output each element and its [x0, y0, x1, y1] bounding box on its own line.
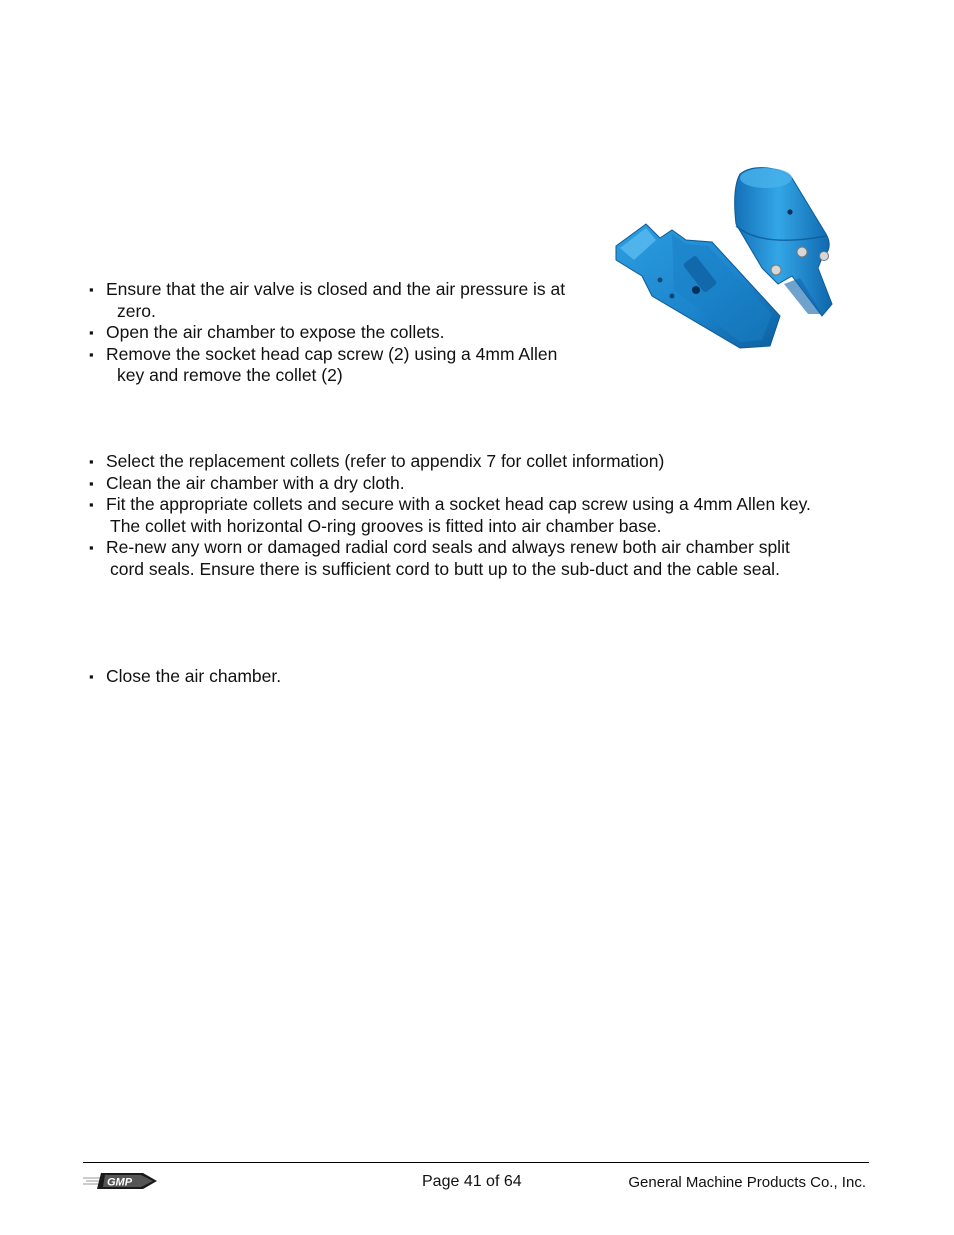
gmp-logo: [83, 1170, 161, 1192]
collet-assembly-icon: [612, 164, 844, 354]
list-item: [89, 451, 879, 473]
list-item: [89, 494, 879, 537]
footer-divider: [83, 1162, 869, 1163]
list-item-text: Close the air chamber.: [106, 666, 282, 686]
page-number: Page 41 of 64: [422, 1173, 522, 1190]
list-item-continuation: key and remove the collet (2): [117, 365, 343, 385]
list-item-text: Ensure that the air valve is closed and the air pressure is at: [106, 279, 566, 299]
list-item-continuation: cord seals. Ensure there is sufficient cord to butt up to the sub-duct and the cable seal.: [110, 558, 780, 579]
list-item-text: Re-new any worn or damaged radial cord seals and always renew both air chamber split: [106, 537, 790, 557]
list-item: [89, 279, 609, 322]
logo-text: GMP: [107, 1176, 133, 1189]
list-item-text: Fit the appropriate collets and secure with a socket head cap screw using a 4mm Allen key.: [106, 494, 811, 514]
removal-steps-list: [89, 279, 609, 387]
list-item-text: Clean the air chamber with a dry cloth.: [106, 472, 405, 493]
list-item-continuation: The collet with horizontal O-ring grooves is fitted into air chamber base.: [110, 515, 662, 536]
closing-steps-list: [89, 666, 609, 688]
list-item-text: Select the replacement collets (refer to appendix 7 for collet information): [106, 451, 665, 471]
list-item: [89, 344, 609, 387]
list-item: [89, 666, 609, 688]
fitting-steps-list: [89, 451, 879, 580]
list-item-text: Remove the socket head cap screw (2) using a 4mm Allen: [106, 343, 558, 364]
list-item: [89, 537, 879, 580]
list-item-text: Open the air chamber to expose the collets.: [106, 322, 445, 342]
company-name: General Machine Products Co., Inc.: [628, 1174, 866, 1191]
list-item: [89, 473, 879, 495]
list-item-continuation: zero.: [117, 300, 156, 321]
list-item: [89, 322, 609, 344]
